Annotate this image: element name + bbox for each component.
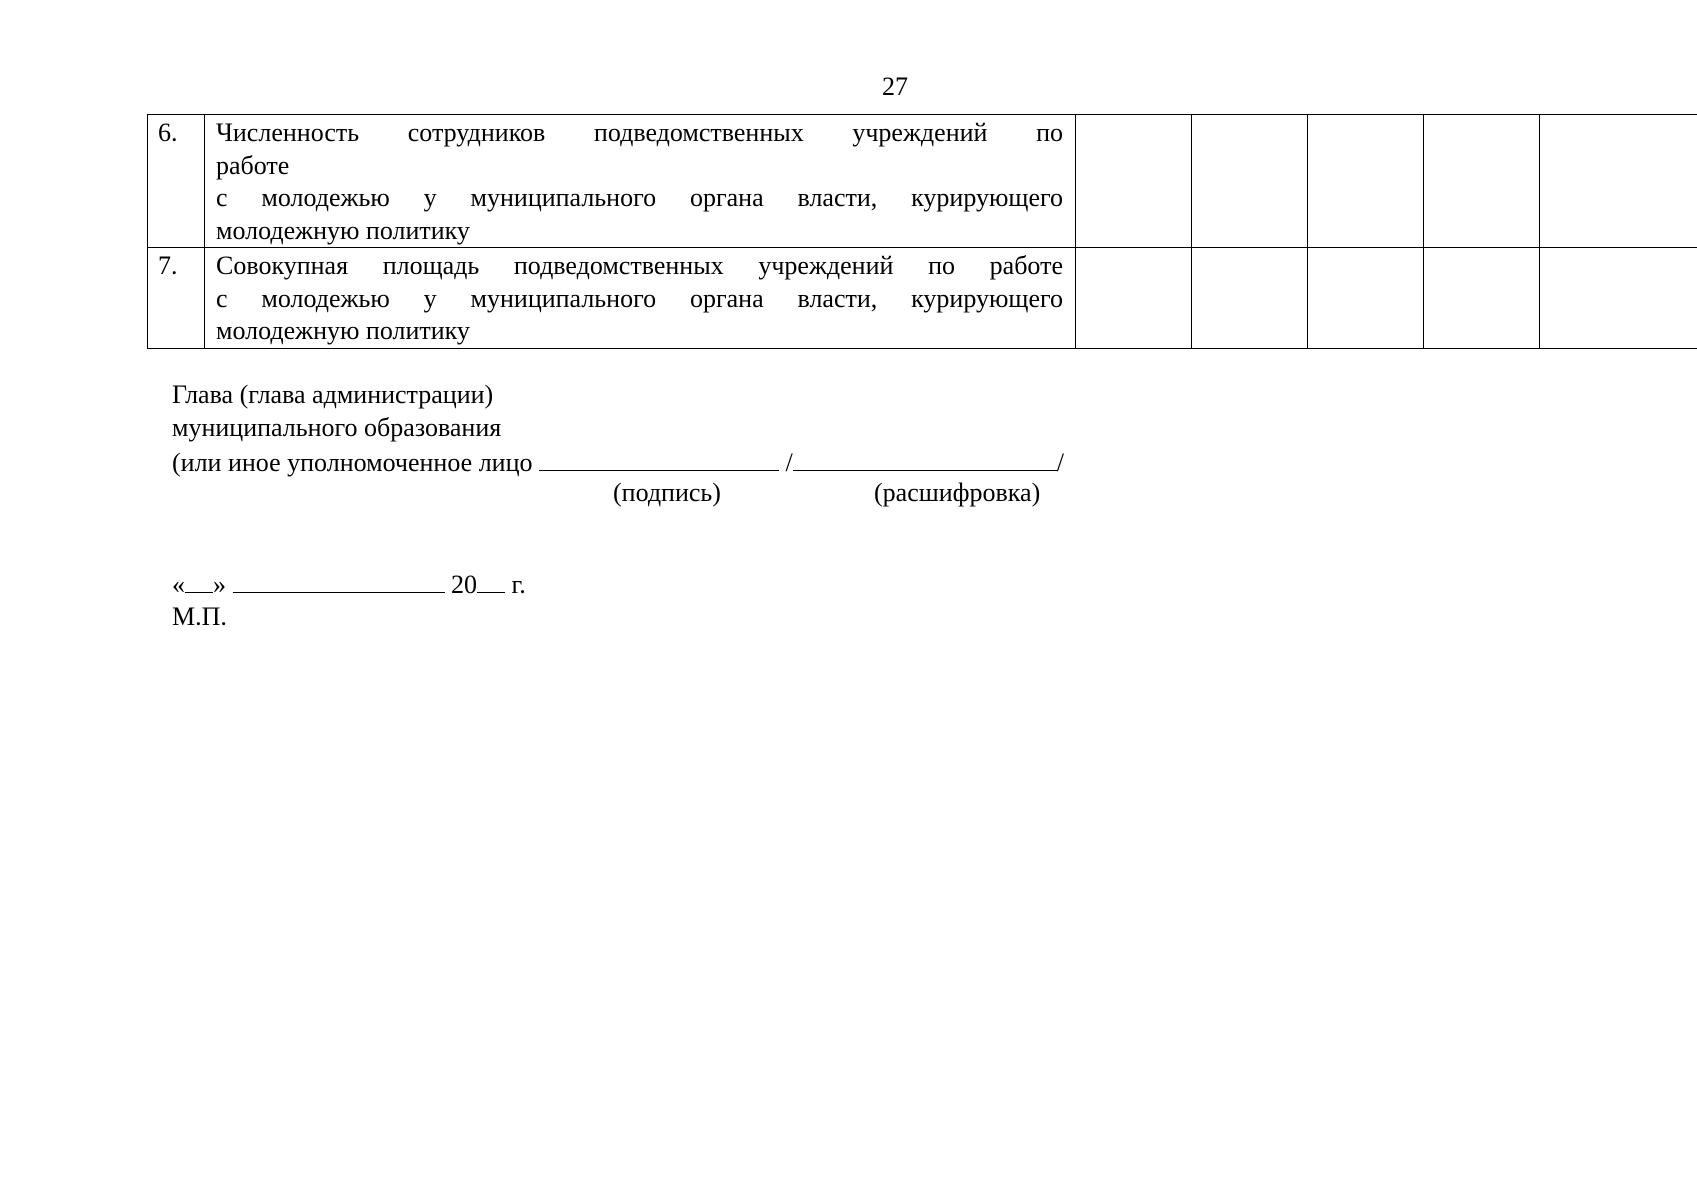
year-field[interactable]	[477, 568, 505, 593]
value-cell[interactable]	[1540, 248, 1697, 349]
description-line: Численность сотрудников подведомственных учреждений по	[216, 118, 1063, 147]
slash-separator: /	[785, 448, 793, 477]
value-cell[interactable]	[1076, 248, 1192, 349]
description-line: молодежную политику	[216, 316, 470, 345]
signatory-title-line: Глава (глава администрации)	[172, 380, 494, 409]
year-prefix: 20	[451, 570, 477, 599]
value-cell[interactable]	[1308, 115, 1424, 248]
slash-separator: /	[1056, 448, 1064, 477]
signatory-title-line	[172, 444, 1064, 477]
signature-caption: (подпись)	[613, 478, 721, 507]
row-description	[205, 248, 1076, 349]
table-row	[148, 115, 1697, 248]
description-line: Совокупная площадь подведомственных учреждений по работе	[216, 251, 1063, 280]
close-quote: »	[213, 570, 226, 599]
value-cell[interactable]	[1424, 115, 1540, 248]
report-table	[147, 114, 1697, 349]
signatory-title-text: (или иное уполномоченное лицо	[172, 448, 533, 477]
row-description	[205, 115, 1076, 248]
description-line: с молодежью у муниципального органа власти, курирующего	[216, 283, 1063, 313]
value-cell[interactable]	[1192, 115, 1308, 248]
value-cell[interactable]	[1076, 115, 1192, 248]
stamp-label: М.П.	[172, 601, 227, 631]
value-cell[interactable]	[1424, 248, 1540, 349]
signatory-title-line: муниципального образования	[172, 412, 502, 442]
decoding-caption: (расшифровка)	[874, 478, 1041, 507]
row-number: 6.	[148, 115, 205, 248]
open-quote: «	[172, 570, 185, 599]
description-line: с молодежью у муниципального органа власти, курирующего	[216, 183, 1063, 212]
value-cell[interactable]	[1308, 248, 1424, 349]
date-block	[172, 568, 526, 633]
date-line	[172, 568, 526, 601]
signature-field[interactable]	[539, 444, 779, 471]
description-line: работе	[216, 150, 290, 180]
day-field[interactable]	[185, 568, 213, 593]
decoding-field[interactable]	[793, 444, 1057, 471]
signature-block	[172, 379, 1064, 477]
description-line: молодежную политику	[216, 215, 470, 245]
value-cell[interactable]	[1540, 115, 1697, 248]
month-field[interactable]	[233, 568, 445, 593]
row-number: 7.	[148, 248, 205, 349]
year-suffix: г.	[511, 570, 526, 599]
table-row	[148, 248, 1697, 349]
value-cell[interactable]	[1192, 248, 1308, 349]
page-number: 27	[882, 72, 908, 101]
